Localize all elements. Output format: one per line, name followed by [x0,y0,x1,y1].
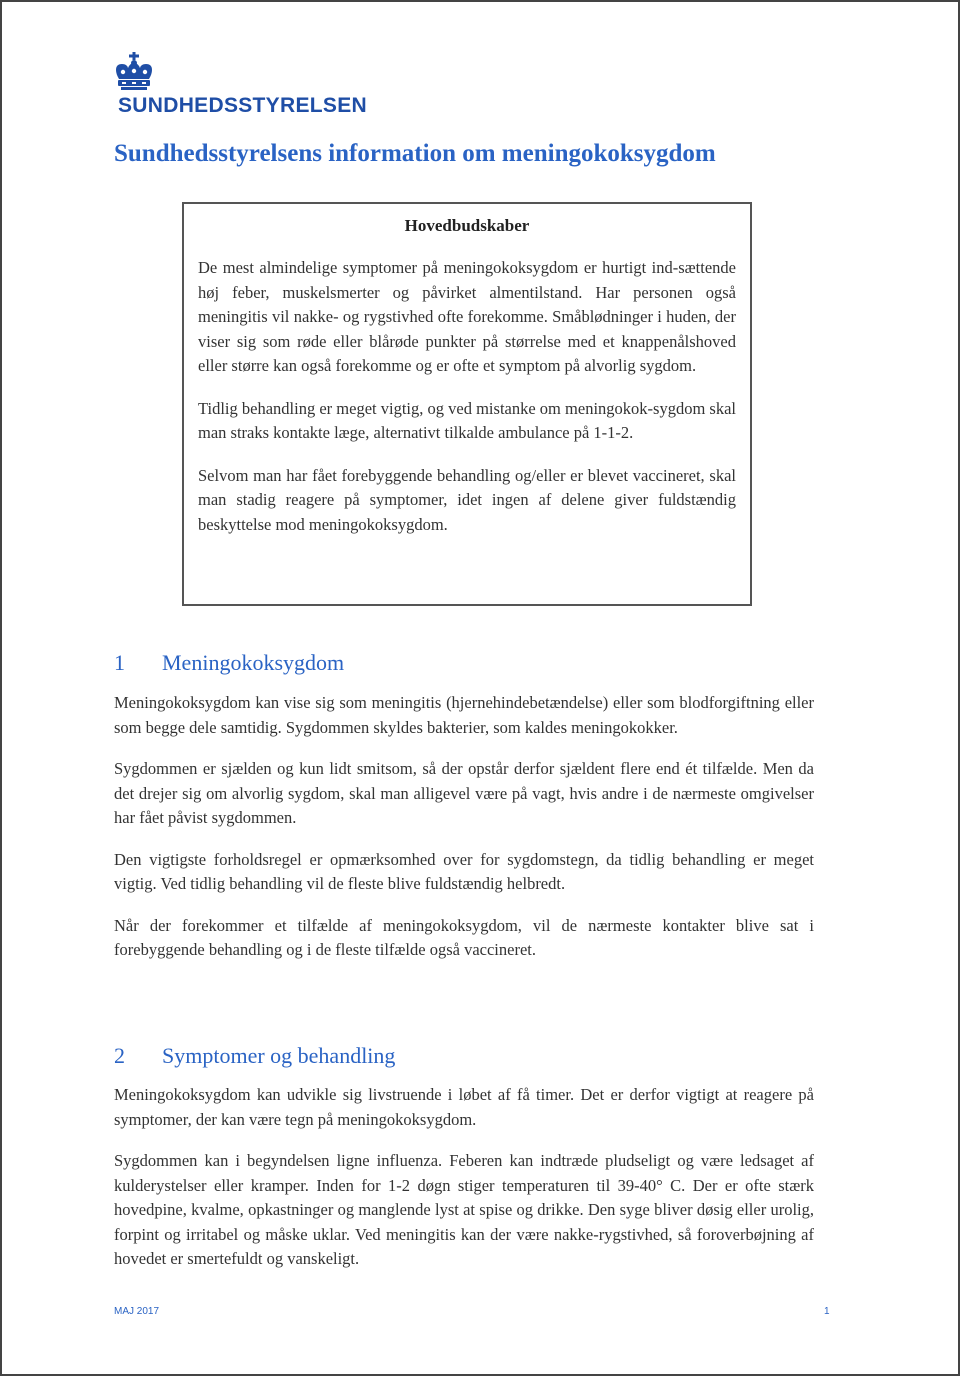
section-number: 2 [114,1043,125,1068]
section-paragraph: Sygdommen er sjælden og kun lidt smitsom, så der opstår derfor sjældent flere end ét tilfælde. Men da det drejer sig om alvorlig sygdom, skal man alligevel være på vagt, hvis andre i de nærmeste omgivelser har fået påvist sygdommen. [114,759,814,827]
section-title: Symptomer og behandling [162,1043,396,1068]
footer-date: MAJ 2017 [114,1306,160,1317]
page-number: 1 [824,1306,830,1317]
section-body-1 [114,691,814,980]
key-message-paragraph: Tidlig behandling er meget vigtig, og ved mistanke om meningokok-sygdom skal man straks kontakte læge, alternativt tilkalde ambulance på 1-1-2. [198,398,736,442]
logo-wordmark: SUNDHEDSSTYRELSEN [118,94,367,117]
section-paragraph: Den vigtigste forholdsregel er opmærksomhed over for sygdomstegn, da tidlig behandling er meget vigtig. Ved tidlig behandling vil de fleste blive fuldstændig helbredt. [114,849,814,893]
section-number: 1 [114,650,125,675]
section-paragraph: Når der forekommer et tilfælde af meningokoksygdom, vil de nærmeste kontakter blive sat i forebyggende behandling og i de fleste tilfælde også vaccineret. [114,915,814,959]
section-heading-2 [114,1043,395,1069]
section-heading-1 [114,650,344,676]
crown-icon [112,52,156,92]
key-message-paragraph: Selvom man har fået forebyggende behandling og/eller er blevet vaccineret, skal man stadig reagere på symptomer, idet ingen af delene giver fuldstændig beskyttelse mod meningokoksygdom. [198,465,736,534]
section-title: Meningokoksygdom [162,650,345,675]
section-body-2 [114,1083,814,1289]
key-messages-heading: Hovedbudskaber [404,216,530,235]
key-message-paragraph: De mest almindelige symptomer på meningokoksygdom er hurtigt ind-sættende høj feber, muskelsmerter og påvirket almentilstand. Har personen også meningitis vil nakke- og rygstivhed ofte forekomme. Småblødninger i huden, der viser sig som røde eller blårøde punkter på størrelse med et knappenålshoved eller større kan også forekomme og er ofte et symptom på alvorlig sygdom. [198,258,736,375]
section-paragraph: Sygdommen kan i begyndelsen ligne influenza. Feberen kan indtræde pludseligt og være ledsaget af kulderystelser eller kramper. Inden for 1-2 døgn stiger temperaturen til 39-40° C. Der er ofte stærk hovedpine, kvalme, opkastninger og manglende lyst at spise og drikke. Den syge bliver døsig eller urolig, forpint og irritabel og måske uklar. Ved meningitis kan der være nakke-rygstivhed, så foroverbøjning af hovedet er smertefuldt og vanskeligt. [114,1151,814,1268]
section-paragraph: Meningokoksygdom kan vise sig som meningitis (hjernehindebetændelse) eller som blodforgiftning eller som begge dele samtidig. Sygdommen skyldes bakterier, som kaldes meningokokker. [114,693,814,737]
section-paragraph: Meningokoksygdom kan udvikle sig livstruende i løbet af få timer. Det er derfor vigtigt at reagere på symptomer, der kan være tegn på meningokoksygdom. [114,1085,814,1129]
key-messages-box [182,202,752,606]
organization-logo [112,52,392,117]
document-title: Sundhedsstyrelsens information om meningokoksygdom [114,140,716,167]
